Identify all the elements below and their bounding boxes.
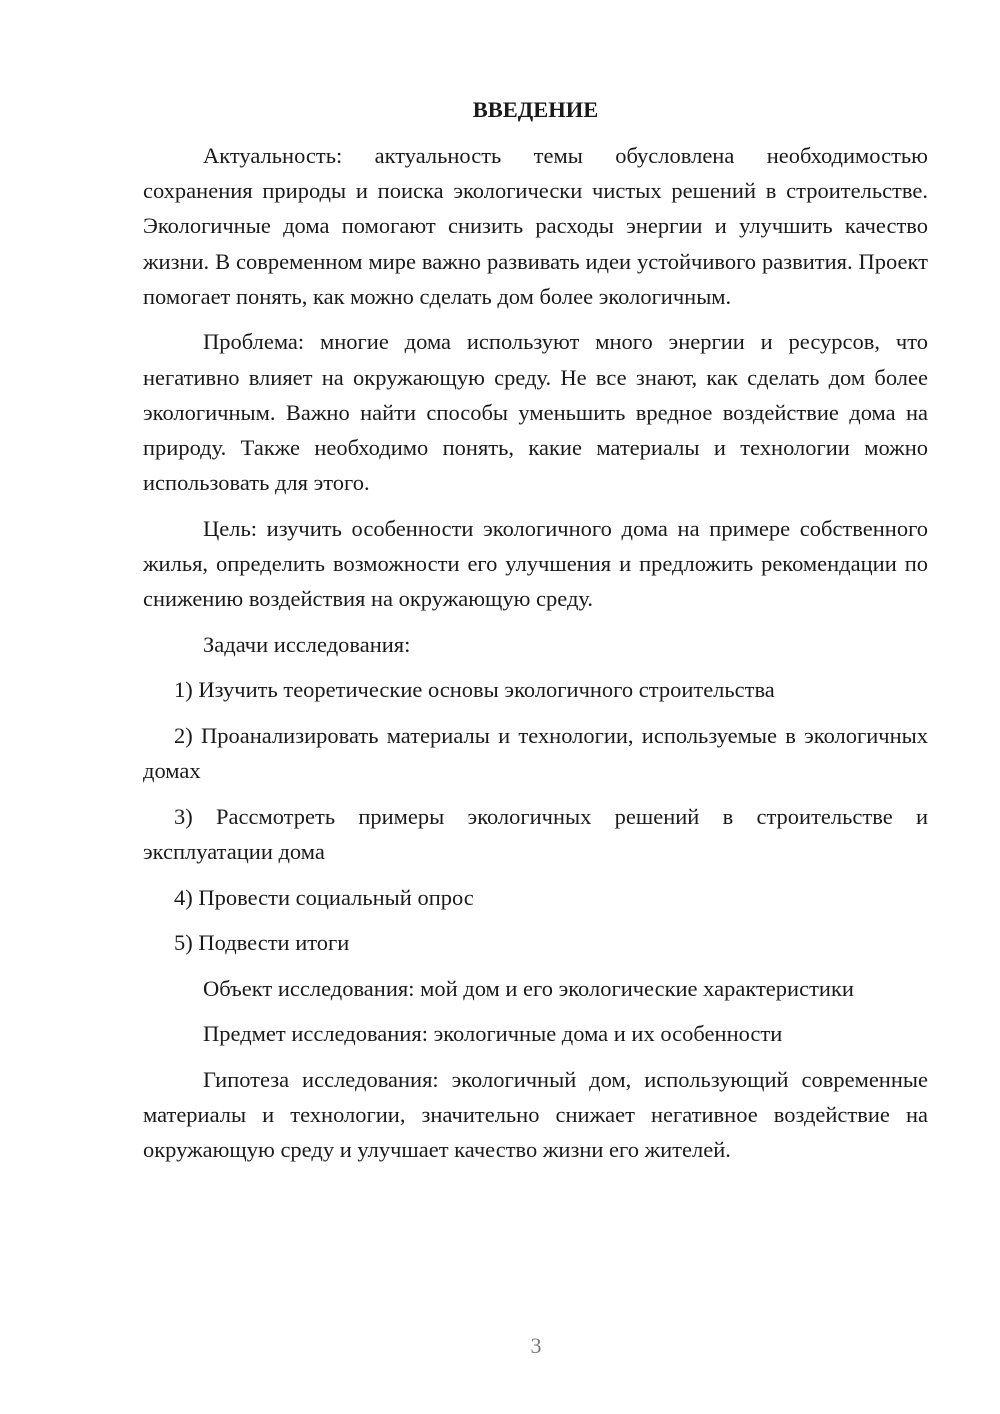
hypothesis-paragraph: Гипотеза исследования: экологичный дом, использующий современные материалы и технологии, значительно снижает негативное воздействие на окружающую среду и улучшает качество жизни его жителей.	[143, 1066, 928, 1163]
document-page	[143, 92, 928, 1168]
research-subject-paragraph: Предмет исследования: экологичные дома и их особенности	[203, 1021, 783, 1047]
tasks-heading: Задачи исследования:	[203, 631, 411, 657]
task-item: 3) Рассмотреть примеры экологичных решений в строительстве и эксплуатации дома	[143, 803, 928, 864]
relevance-paragraph: Актуальность: актуальность темы обусловлена необходимостью сохранения природы и поиска экологически чистых решений в строительстве. Экологичные дома помогают снизить расходы энергии и улучшить качество жизни. В современном мире важно развивать идеи устойчивого развития. Проект помогает понять, как можно сделать дом более экологичным.	[143, 143, 928, 309]
page-number: 3	[530, 1333, 542, 1358]
task-item: 4) Провести социальный опрос	[174, 884, 474, 910]
task-item: 5) Подвести итоги	[174, 930, 350, 956]
task-item: 2) Проанализировать материалы и технологии, используемые в экологичных домах	[143, 723, 928, 784]
problem-paragraph: Проблема: многие дома используют много энергии и ресурсов, что негативно влияет на окружающую среду. Не все знают, как сделать дом более экологичным. Важно найти способы уменьшить вредное воздействие дома на природу. Также необходимо понять, какие материалы и технологии можно использовать для этого.	[143, 329, 928, 496]
research-object-paragraph: Объект исследования: мой дом и его экологические характеристики	[203, 975, 854, 1001]
goal-paragraph: Цель: изучить особенности экологичного дома на примере собственного жилья, определить возможности его улучшения и предложить рекомендации по снижению воздействия на окружающую среду.	[143, 515, 928, 612]
section-title: ВВЕДЕНИЕ	[472, 97, 599, 122]
task-item: 1) Изучить теоретические основы экологичного строительства	[174, 677, 775, 703]
